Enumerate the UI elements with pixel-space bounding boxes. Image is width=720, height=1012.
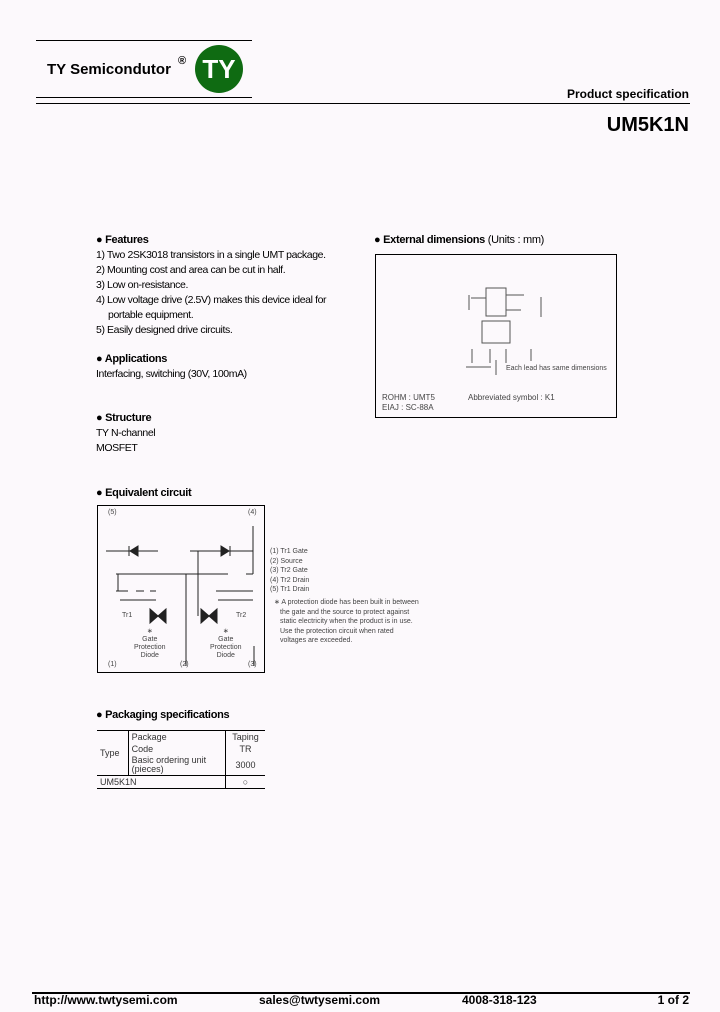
packaging-table [97,730,265,789]
dimensions-drawing [375,254,617,418]
type-header: Type [97,731,128,776]
tr1-label: Tr1 [122,612,133,619]
footer-email-link[interactable]: sales@twtysemi.com [259,993,381,1007]
footer-website-link[interactable]: http://www.twtysemi.com [34,993,178,1007]
tr2-label: Tr2 [236,612,247,619]
feature-item: 2) Mounting cost and area can be cut in half. [96,264,286,276]
package-value: Taping [226,731,265,744]
features-title-text: Features [105,234,149,246]
eiaj-package: EIAJ : SC-88A [382,403,434,412]
note-line: the gate and the source to protect against [280,608,410,616]
packaging-title-text: Packaging specifications [105,709,230,721]
features-list [96,248,326,338]
unit-header: Basic ordering unit [131,755,207,765]
structure-line: TY N-channel [96,427,156,439]
circuit-title: ● Equivalent circuit [96,487,192,499]
divider [36,97,252,98]
dimensions-title-text: External dimensions [383,234,485,246]
applications-text: Interfacing, switching (30V, 100mA) [96,368,247,380]
feature-item: 4) Low voltage drive (2.5V) makes this device ideal for [96,294,327,306]
gate-protection-label-1 [134,628,166,660]
dimensions-title: ● External dimensions (Units : mm) [374,234,545,246]
code-header: Code [131,744,154,754]
legend-item: (1) Tr1 Gate [270,548,308,555]
pin-label-3: (3) [248,661,257,668]
asterisk: ∗ [146,628,153,635]
dimensions-units: (Units : mm) [487,234,545,246]
company-name: TY Semicondutor [47,61,171,78]
gate-protection-label-2 [210,628,242,660]
legend-item: (2) Source [270,557,303,565]
note-line: voltages are exceeded. [280,637,353,644]
label-line: Gate [218,636,234,643]
structure-title-text: Structure [105,412,152,424]
feature-item: 5) Easily designed drive circuits. [96,324,233,336]
features-title: ● Features [96,234,149,246]
applications-title: ● Applications [96,353,168,365]
label-line: Protection [210,644,242,651]
structure-title: ● Structure [96,412,152,424]
note-line: ∗ A protection diode has been built in between [274,599,419,606]
pin-label-5: (5) [108,509,117,516]
feature-item: 1) Two 2SK3018 transistors in a single UMT package. [96,249,326,261]
note-line: Use the protection circuit when rated [280,627,394,635]
packaging-title: ● Packaging specifications [96,709,230,721]
availability-mark: ○ [226,776,265,789]
asterisk: ∗ [222,628,229,635]
feature-item: portable equipment. [108,309,194,321]
divider [36,40,252,41]
company-logo: TY [195,45,243,93]
part-cell: UM5K1N [100,777,137,787]
circuit-title-text: Equivalent circuit [105,487,192,499]
page-number: 1 of 2 [657,993,689,1007]
label-line: Gate [142,636,158,643]
footer-phone: 4008-318-123 [462,993,537,1007]
pin-legend [270,547,309,595]
legend-item: (3) Tr2 Gate [270,567,308,574]
abbreviated-symbol: Abbreviated symbol : K1 [468,393,555,402]
dimensions-note: Each lead has same dimensions [506,365,607,372]
code-value: TR [226,743,265,755]
pin-label-2: (2) [180,661,189,668]
feature-item: 3) Low on-resistance. [96,279,188,291]
legend-item: (4) Tr2 Drain [270,576,310,584]
label-line: Protection [134,644,166,651]
unit-header-2: (pieces) [131,764,164,774]
pin-label-4: (4) [248,509,257,516]
part-number: UM5K1N [606,114,689,136]
doc-type: Product specification [566,87,689,101]
applications-title-text: Applications [104,353,168,365]
unit-value: 3000 [226,755,265,776]
rohm-package: ROHM : UMT5 [382,393,435,402]
registered-mark: ® [178,55,187,67]
pin-label-1: (1) [108,661,117,668]
label-line: Diode [140,652,159,659]
circuit-diagram [97,505,265,673]
note-line: static electricity when the product is in use. [280,618,413,625]
structure-line: MOSFET [96,442,138,454]
protection-note [274,598,419,646]
package-header: Package [131,732,167,742]
legend-item: (5) Tr1 Drain [270,586,310,593]
label-line: Diode [216,652,235,659]
divider [36,103,690,104]
